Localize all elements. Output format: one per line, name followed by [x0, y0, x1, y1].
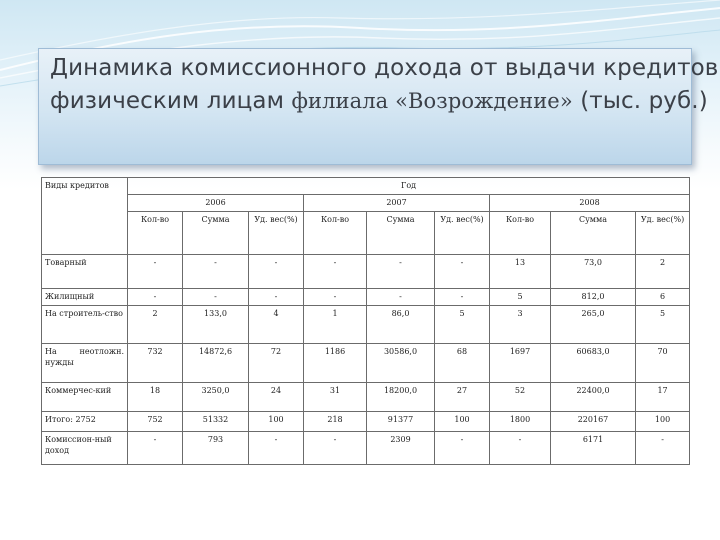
subheader-cell: Уд. вес(%)	[249, 212, 304, 255]
row-label: На строитель-ство	[42, 306, 128, 344]
table-cell: 752	[128, 412, 183, 432]
table-cell: 13	[490, 255, 551, 289]
year-2007-header: 2007	[304, 195, 490, 212]
row-label: Товарный	[42, 255, 128, 289]
table-cell: 265,0	[551, 306, 636, 344]
table-cell: -	[435, 432, 490, 465]
table-cell: 91377	[367, 412, 435, 432]
table-cell: 24	[249, 383, 304, 412]
table-cell: 86,0	[367, 306, 435, 344]
table-cell: 31	[304, 383, 367, 412]
table-row-total	[42, 412, 690, 432]
table-cell: -	[490, 432, 551, 465]
table-row	[42, 432, 690, 465]
table-cell: 2	[128, 306, 183, 344]
table-cell: 220167	[551, 412, 636, 432]
table-cell: 100	[636, 412, 690, 432]
title-line-2a: физическим лицам	[50, 88, 292, 114]
table-cell: 72	[249, 344, 304, 383]
table-cell: -	[435, 289, 490, 306]
table-row	[42, 344, 690, 383]
table-cell: 4	[249, 306, 304, 344]
subheader-cell: Кол-во	[128, 212, 183, 255]
table-cell: 22400,0	[551, 383, 636, 412]
table-cell: -	[304, 289, 367, 306]
table-cell: 17	[636, 383, 690, 412]
table-cell: 5	[435, 306, 490, 344]
row-label: Комиссион-ный доход	[42, 432, 128, 465]
table-cell: 6171	[551, 432, 636, 465]
table-cell: 18	[128, 383, 183, 412]
subheader-cell: Уд. вес(%)	[636, 212, 690, 255]
table-cell: 1	[304, 306, 367, 344]
table-cell: 732	[128, 344, 183, 383]
subheader-row	[42, 212, 690, 255]
table-cell: 2309	[367, 432, 435, 465]
table-cell: 70	[636, 344, 690, 383]
table-cell: 30586,0	[367, 344, 435, 383]
table-row	[42, 306, 690, 344]
table-cell: -	[249, 432, 304, 465]
table-cell: 1697	[490, 344, 551, 383]
table-row	[42, 383, 690, 412]
subheader-cell: Сумма	[183, 212, 249, 255]
year-2006-header: 2006	[128, 195, 304, 212]
table-cell: 133,0	[183, 306, 249, 344]
table-cell: 100	[435, 412, 490, 432]
table-cell: -	[128, 432, 183, 465]
table-cell: -	[128, 255, 183, 289]
table-cell: 812,0	[551, 289, 636, 306]
row-label: На неотложн. нужды	[42, 344, 128, 383]
table-cell: -	[304, 432, 367, 465]
row-label: Коммерчес-кий	[42, 383, 128, 412]
table-cell: 52	[490, 383, 551, 412]
table-cell: -	[636, 432, 690, 465]
table-cell: -	[249, 255, 304, 289]
table-cell: 2	[636, 255, 690, 289]
table-cell: -	[183, 289, 249, 306]
table-cell: -	[304, 255, 367, 289]
table-cell: 5	[490, 289, 551, 306]
table-cell: -	[128, 289, 183, 306]
title-line-2b: филиала «Возрождение»	[291, 89, 573, 113]
year-2008-header: 2008	[490, 195, 690, 212]
table-cell: 3	[490, 306, 551, 344]
table-cell: -	[367, 289, 435, 306]
corner-header: Виды кредитов	[42, 178, 128, 255]
table-cell: 100	[249, 412, 304, 432]
year-header: Год	[128, 178, 690, 195]
table-cell: -	[435, 255, 490, 289]
slide-title	[50, 52, 719, 118]
title-line-1: Динамика комиссионного дохода от выдачи кредитов	[50, 55, 719, 81]
table-cell: -	[367, 255, 435, 289]
table-cell: 51332	[183, 412, 249, 432]
commission-table	[41, 177, 690, 465]
subheader-cell: Сумма	[551, 212, 636, 255]
table-cell: 5	[636, 306, 690, 344]
table-cell: 793	[183, 432, 249, 465]
title-line-2c: (тыс. руб.)	[572, 88, 708, 114]
subheader-cell: Кол-во	[304, 212, 367, 255]
subheader-cell: Кол-во	[490, 212, 551, 255]
table-cell: 73,0	[551, 255, 636, 289]
row-label: Жилищный	[42, 289, 128, 306]
table-cell: 6	[636, 289, 690, 306]
table-cell: 1800	[490, 412, 551, 432]
table-row	[42, 255, 690, 289]
table-cell: 18200,0	[367, 383, 435, 412]
table-body	[42, 178, 690, 465]
table-row	[42, 289, 690, 306]
row-label: Итого: 2752	[42, 412, 128, 432]
table-cell: 60683,0	[551, 344, 636, 383]
table-cell: 1186	[304, 344, 367, 383]
table-cell: -	[183, 255, 249, 289]
subheader-cell: Сумма	[367, 212, 435, 255]
years-row	[42, 195, 690, 212]
table-cell: 3250,0	[183, 383, 249, 412]
table-cell: -	[249, 289, 304, 306]
table-cell: 218	[304, 412, 367, 432]
table-cell: 14872,6	[183, 344, 249, 383]
subheader-cell: Уд. вес(%)	[435, 212, 490, 255]
table-cell: 68	[435, 344, 490, 383]
table-cell: 27	[435, 383, 490, 412]
table-header-row	[42, 178, 690, 195]
